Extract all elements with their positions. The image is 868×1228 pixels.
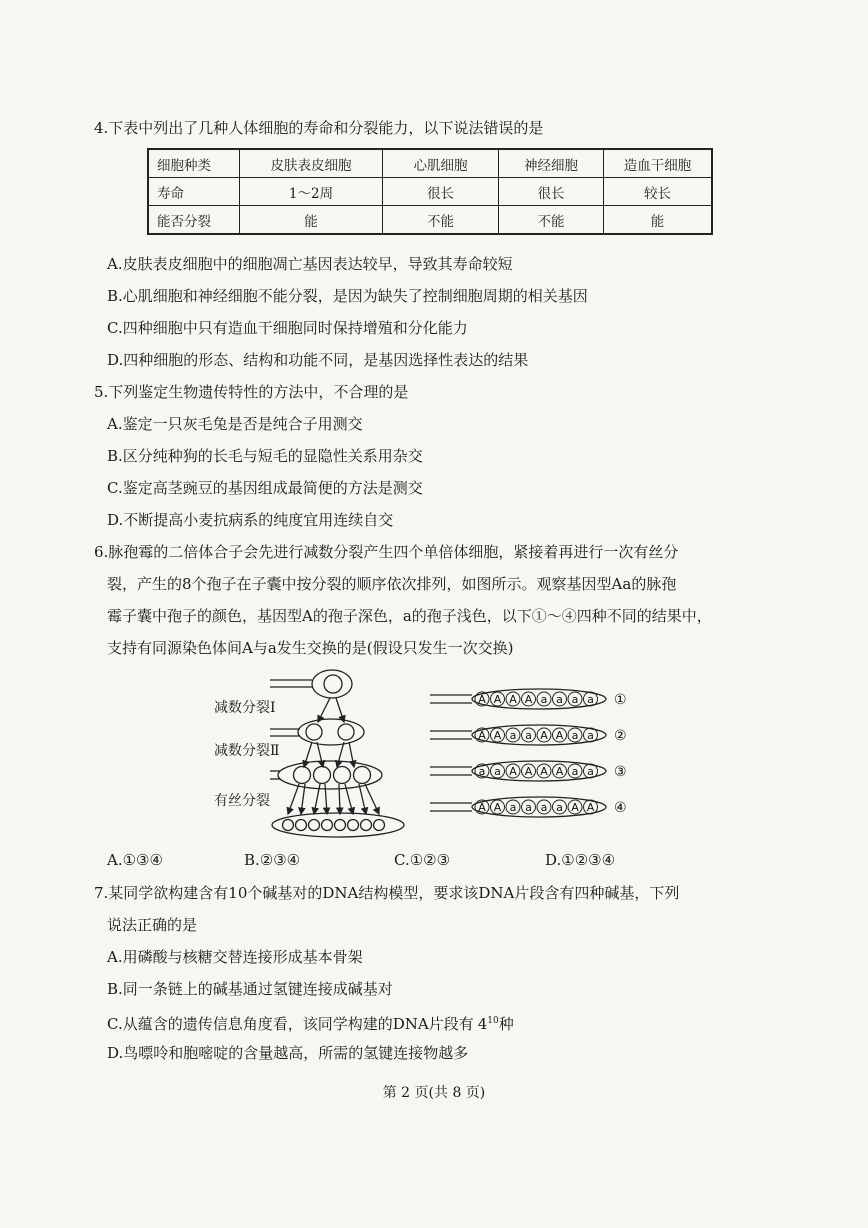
q6-answer-a: A.①③④ <box>107 851 163 869</box>
table-header-row <box>148 149 712 178</box>
q5-option-c: C.鉴定高茎豌豆的基因组成最简便的方法是测交 <box>107 479 423 497</box>
q7-option-c-unit: 种 <box>498 1015 514 1033</box>
result-marker: ② <box>614 728 627 744</box>
q5-option-d: D.不断提高小麦抗病系的纯度宜用连续自交 <box>107 511 394 529</box>
division-diagram <box>270 668 420 840</box>
asci-diagram <box>430 683 640 823</box>
spore-label: A <box>509 765 517 778</box>
spore-label: A <box>478 693 486 706</box>
power-base: 4 <box>477 1015 488 1033</box>
spore-label: A <box>478 801 486 814</box>
result-marker: ① <box>614 692 627 708</box>
table-cell: 能 <box>240 206 383 235</box>
table-cell: 1～2周 <box>240 178 383 206</box>
question-7-stem-line-1: 7.某同学欲构建含有10个碱基对的DNA结构模型，要求该DNA片段含有四种碱基，下列 <box>94 884 680 902</box>
table-cell: 造血干细胞 <box>604 149 713 178</box>
spore-label: a <box>540 801 548 814</box>
table-cell: 寿命 <box>148 178 240 206</box>
q4-option-a: A.皮肤表皮细胞中的细胞凋亡基因表达较早，导致其寿命较短 <box>107 255 513 273</box>
spore-label: A <box>555 765 564 778</box>
spore-label: a <box>556 801 563 814</box>
table-cell: 不能 <box>499 206 604 235</box>
ascus-2 <box>430 725 627 745</box>
spore-label: A <box>509 693 517 706</box>
table-cell: 细胞种类 <box>148 149 240 178</box>
spore-label: a <box>478 765 486 778</box>
q6-answer-b: B.②③④ <box>244 851 301 869</box>
q7-option-a: A.用磷酸与核糖交替连接形成基本骨架 <box>107 948 363 966</box>
spore-label: A <box>586 801 595 814</box>
ascus-stalk <box>430 767 472 775</box>
spore-label: a <box>556 693 563 706</box>
ascus-stalk <box>430 695 472 703</box>
q5-option-a: A.鉴定一只灰毛兔是否是纯合子用测交 <box>107 415 363 433</box>
spore-label: a <box>494 765 501 778</box>
label-meiosis-1: 减数分裂Ⅰ <box>214 700 276 716</box>
table-row <box>148 206 712 235</box>
page-footer: 第 2 页(共 8 页) <box>382 1085 486 1101</box>
spore-label: A <box>524 765 533 778</box>
q7-option-c-text: C.从蕴含的遗传信息角度看，该同学构建的DNA片段有 <box>107 1015 474 1033</box>
table-cell: 神经细胞 <box>499 149 604 178</box>
q7-option-c <box>107 1011 514 1034</box>
spore-label: A <box>493 729 502 742</box>
spore-label: A <box>540 765 548 778</box>
ascus-stalk <box>430 803 472 811</box>
question-5-stem: 5.下列鉴定生物遗传特性的方法中，不合理的是 <box>94 383 409 401</box>
ascus-sac <box>472 725 606 745</box>
q4-option-d: D.四种细胞的形态、结构和功能不同，是基因选择性表达的结果 <box>107 351 529 369</box>
spore-label: a <box>525 801 532 814</box>
q4-option-c: C.四种细胞中只有造血干细胞同时保持增殖和分化能力 <box>107 319 468 337</box>
spore-label: A <box>524 693 533 706</box>
question-7-stem-line-2: 说法正确的是 <box>107 916 198 934</box>
table-cell: 不能 <box>383 206 499 235</box>
result-marker: ④ <box>614 800 627 816</box>
spore-label: a <box>525 729 532 742</box>
ascus-4 <box>430 797 627 817</box>
spore-label: A <box>540 729 548 742</box>
question-6-stem-line-3: 霉子囊中孢子的颜色，基因型A的孢子深色，a的孢子浅色，以下①～④四种不同的结果中， <box>107 607 712 625</box>
power-exponent: 10 <box>487 1016 499 1026</box>
table-cell: 心肌细胞 <box>383 149 499 178</box>
spore-label: a <box>587 729 594 742</box>
spore-label: a <box>540 693 548 706</box>
cell-lifespan-table <box>147 148 713 235</box>
spore-label: a <box>509 801 517 814</box>
question-6-stem-line-2: 裂，产生的8个孢子在子囊中按分裂的顺序依次排列，如图所示。观察基因型Aa的脉孢 <box>107 575 677 593</box>
spore-label: A <box>555 729 564 742</box>
spore-label: a <box>587 693 594 706</box>
spore-label: A <box>571 801 579 814</box>
spore-label: A <box>478 729 486 742</box>
table-cell: 能 <box>604 206 713 235</box>
table-cell: 皮肤表皮细胞 <box>240 149 383 178</box>
result-marker: ③ <box>614 764 627 780</box>
spore-label: A <box>493 801 502 814</box>
spore-label: a <box>509 729 517 742</box>
question-6-stem-line-4: 支持有同源染色体间A与a发生交换的是(假设只发生一次交换) <box>107 639 514 657</box>
q6-answer-d: D.①②③④ <box>545 851 616 869</box>
q6-answer-c: C.①②③ <box>394 851 451 869</box>
ascus-1 <box>430 689 627 709</box>
q5-option-b: B.区分纯种狗的长毛与短毛的显隐性关系用杂交 <box>107 447 423 465</box>
table-cell: 很长 <box>383 178 499 206</box>
table-row <box>148 178 712 206</box>
label-mitosis: 有丝分裂 <box>214 793 270 809</box>
spore-label: a <box>571 693 579 706</box>
label-meiosis-2: 减数分裂Ⅱ <box>214 743 280 759</box>
ascus-sac <box>472 689 606 709</box>
table-cell: 较长 <box>604 178 713 206</box>
table-cell: 能否分裂 <box>148 206 240 235</box>
q7-option-d: D.鸟嘌呤和胞嘧啶的含量越高，所需的氢键连接物越多 <box>107 1044 469 1062</box>
q4-option-b: B.心肌细胞和神经细胞不能分裂，是因为缺失了控制细胞周期的相关基因 <box>107 287 588 305</box>
table-cell: 很长 <box>499 178 604 206</box>
spore-label: a <box>571 765 579 778</box>
ascus-sac <box>472 761 606 781</box>
question-6-stem-line-1: 6.脉孢霉的二倍体合子会先进行减数分裂产生四个单倍体细胞，紧接着再进行一次有丝分 <box>94 543 679 561</box>
ascus-stalk <box>430 731 472 739</box>
ascus-3 <box>430 761 627 781</box>
spore-label: A <box>493 693 502 706</box>
q7-option-b: B.同一条链上的碱基通过氢键连接成碱基对 <box>107 980 393 998</box>
question-4-stem: 4.下表中列出了几种人体细胞的寿命和分裂能力，以下说法错误的是 <box>94 119 544 137</box>
spore-label: a <box>571 729 579 742</box>
spore-label: a <box>587 765 594 778</box>
